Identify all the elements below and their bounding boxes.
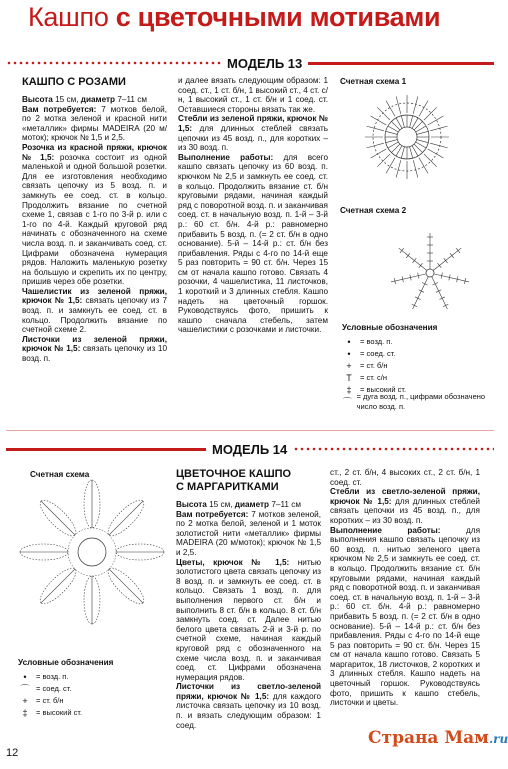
legend-symbol: ‡ bbox=[22, 708, 28, 718]
scheme2-diagram bbox=[370, 218, 490, 313]
paragraph: Стебли из светло-зеленой пряжи, крючок № 1,5: для длинных стеблей связать цепочки из 45 возд. п., для коротких – из 30 возд. п. bbox=[330, 487, 481, 525]
legend-row bbox=[18, 683, 168, 695]
legend-row bbox=[342, 348, 492, 360]
site-logo: Страна Мам.ru bbox=[368, 728, 508, 748]
legend-symbol: • bbox=[23, 672, 27, 682]
legend-text: = ст. б/н bbox=[36, 696, 64, 705]
legend-text: = возд. п. bbox=[360, 337, 393, 346]
paragraph: Стебли из зеленой пряжи, крючок № 1,5: для длинных стеблей связать цепочки из 45 возд. п., для коротких – из 30 возд. п. bbox=[178, 114, 328, 153]
legend-symbol: • bbox=[347, 337, 351, 347]
model13-col1 bbox=[22, 76, 167, 364]
paragraph: Вам потребуется: 7 мотков белой, по 2 мотка зеленой и красной нити «металлик» фирмы MADEIRA (20 м/моток); крючок № 1,5 и 2,5. bbox=[22, 104, 168, 143]
paragraph: Листочки из зеленой пряжи, крючок № 1,5: связать цепочку из 10 возд. п. bbox=[22, 334, 167, 364]
model13-heading: КАШПО С РОЗАМИ bbox=[22, 76, 126, 88]
legend-row bbox=[18, 707, 168, 719]
legend-symbol: ⌒ bbox=[20, 684, 30, 694]
paragraph: ст., 2 ст. б/н, 4 высоких ст., 2 ст. б/н, 1 соед. ст. bbox=[330, 468, 480, 487]
legend-row bbox=[18, 695, 168, 707]
page-number: 12 bbox=[6, 747, 19, 759]
legend-symbol: + bbox=[346, 361, 352, 371]
model14-heading: ЦВЕТОЧНОЕ КАШПО С МАРГАРИТКАМИ bbox=[176, 468, 292, 493]
paragraph: Вам потребуется: 7 мотков зеленой, по 2 мотка белой, зеленой и 1 моток золотистой нити «металлик» фирмы MADEIRA (20 м/моток); крючок № 1,5 и 2,5. bbox=[176, 509, 322, 557]
scheme1-diagram bbox=[362, 92, 452, 182]
legend13-title: Условные обозначения bbox=[342, 323, 438, 332]
legend-symbol: ⌒ bbox=[342, 397, 352, 407]
model14-label: МОДЕЛЬ 14 bbox=[212, 441, 288, 457]
legend-text: = возд. п. bbox=[36, 672, 69, 681]
legend-row bbox=[342, 336, 492, 348]
paragraph: Листочки из светло-зеленой пряжи, крючок № 1,5: для каждого листочка связать цепочку из 10 возд. п. и вязать следующим образом: 1 соед. bbox=[176, 682, 321, 730]
paragraph: Высота 15 см, диаметр 7–11 см bbox=[22, 95, 147, 104]
model14-legend bbox=[18, 658, 168, 719]
model14-col2 bbox=[330, 468, 480, 708]
model14-banner bbox=[6, 441, 494, 457]
legend-row bbox=[342, 372, 492, 384]
paragraph: Чашелистик из зеленой пряжи, крючок № 1,5: связать цепочку из 7 возд. п. и замкнуть ее соед. ст. в кольцо. Продолжить вязание по счетной схеме 2. bbox=[22, 286, 167, 335]
legend-text: = соед. ст. bbox=[360, 349, 396, 358]
legend-text: = высокий ст. bbox=[360, 385, 407, 394]
paragraph: Высота 15 см, диаметр 7–11 см bbox=[176, 500, 301, 509]
legend-text: = ст. с/н bbox=[360, 373, 387, 382]
paragraph: Выполнение работы: для выполнения кашпо связать цепочку из 60 возд. п. нитью зеленого цвета крючком № 2,5 и замкнуть ее соед. ст. в кольцо. Продолжить вязание ст. б/н круговыми рядами, начиная каждый ряд с поворотной возд. п. и заканчивая соед. ст. в начальную возд. п. 1-й – 3-й р.: 60 ст. б/н. 4-й р.: равномерно прибавить 5 возд. п. (= 2 ст. б/н в одно основание). 5-й – 14-й р.: ст. б/н без прибавления. Ряды с 4-го по 14-й еще 5 раз повторить = 90 ст. б/н. Через 15 см от начала кашпо готово. Связать 5 маргариток, 18 листочков, 2 коротких и 3 длинных стебля. Кашпо надеть на цветочный горшок. Руководствуясь фото, пришить к кашпо стебель, листочки и цветы. bbox=[330, 525, 480, 708]
scheme14-diagram bbox=[12, 470, 172, 630]
legend-symbol: • bbox=[347, 349, 351, 359]
scheme14-caption: Счетная схема bbox=[30, 470, 90, 479]
paragraph: Розочка из красной пряжи, крючок № 1,5: розочка состоит из одной маленькой и одной большой розетки. Для ее изготовления необходимо связать цепочку из 5 возд. п. и замкнуть ее соед. ст. в кольцо. Продолжить вязание по счетной схеме 1, связав с 1-го по 3-й р. или с 1-го по 4-й. Каждый круговой ряд начинать с обозначенного на схеме числа возд. п. и заканчивать соед. ст. Цифрами обозначена нумерация рядов. Наложить маленькую розетку на большую и скрепить их по центру, пришив через обе розетки. bbox=[22, 142, 167, 287]
legend-symbol: + bbox=[22, 696, 28, 706]
legend-row bbox=[342, 360, 492, 372]
scheme1-caption: Счетная схема 1 bbox=[340, 77, 407, 86]
legend-text: = соед. ст. bbox=[36, 684, 72, 693]
page-title: Кашпо с цветочными мотивами bbox=[28, 2, 441, 32]
model13-banner bbox=[6, 55, 494, 71]
scheme2-caption: Счетная схема 2 bbox=[340, 206, 407, 215]
model13-legend bbox=[342, 323, 492, 411]
model13-label: МОДЕЛЬ 13 bbox=[227, 55, 303, 71]
legend-symbol: ‡ bbox=[346, 385, 352, 395]
paragraph: и далее вязать следующим образом: 1 соед. ст., 1 ст. б/н, 1 высокий ст., 4 ст. с/н, 1 высокий ст., 1 ст. б/н и 1 соед. ст. Оставшиеся стороны вязать так же. bbox=[178, 76, 328, 114]
legend-text: = ст. б/н bbox=[360, 361, 388, 370]
legend-text: = дуга возд. п., цифрами обозначено число возд. п. bbox=[356, 392, 486, 411]
legend-row bbox=[18, 671, 168, 683]
legend14-title: Условные обозначения bbox=[18, 658, 114, 667]
paragraph: Выполнение работы: для всего кашпо связать цепочку из 60 возд. п. крючком № 2,5 и замкнуть ее соед. ст. в кольцо. Продолжить вязание ст. б/н круговыми рядами, начиная каждый ряд с поворотной возд. п. и заканчивая соед. ст. в начальную возд. п. 1-й – 3-й р.: 60 ст. б/н. 4-й р.: равномерно прибавить 5 возд. п. (= 2 ст. б/н в одно основание). 5-й – 14-й р.: ст. б/н без прибавления. Ряды с 4-го по 14-й еще 5 раз повторить = 90 ст. б/н. Через 15 см от начала кашпо готово. Связать 4 розочки, 4 чашелистика, 11 листочков, 1 короткий и 3 длинных стебля. Кашпо надеть на цветочный горшок. Руководствуясь фото, пришить к кашпо сначала стебель, затем чашелистики с розочками и листочки. bbox=[178, 152, 328, 335]
model14-col1 bbox=[176, 468, 321, 730]
legend-symbol: T bbox=[346, 373, 352, 383]
legend-text: = высокий ст. bbox=[36, 708, 83, 717]
legend-row bbox=[342, 392, 492, 411]
paragraph: Цветы, крючок № 1,5: нитью золотистого цвета связать цепочку из 8 возд. п. и замкнуть ее соед. ст. в кольцо. Связать 1 возд. п. для выполнения первого ст. б/н и выполнить 8 ст. б/н в кольцо. 8 ст. б/н замкнуть соед. ст. Далее нитью белого цвета связать 2-й и 3-й р. по счетной схеме, начиная каждый круговой ряд с обозначенного на схеме числа возд. п. и заканчивая соед. ст. Цифрами обозначена нумерация рядов. bbox=[176, 557, 321, 682]
model13-col2 bbox=[178, 76, 328, 335]
